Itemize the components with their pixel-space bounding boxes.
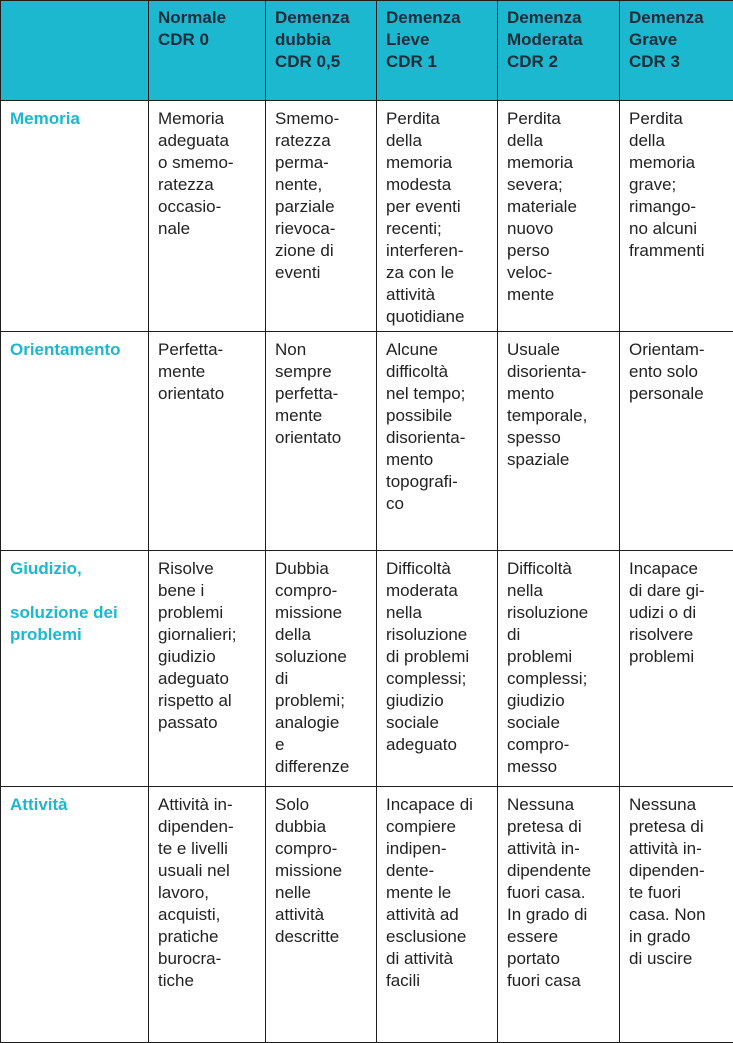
table-cell: Perfetta- mente orientato: [149, 332, 266, 551]
table-cell: Orientam- ento solo personale: [620, 332, 733, 551]
table-cell: Perdita della memoria grave; rimango- no alcuni frammenti: [620, 101, 733, 332]
row-label-orientamento: Orientamento: [1, 332, 149, 551]
table-row-orientamento: [1, 332, 733, 551]
header-corner-cell: [1, 1, 149, 101]
table-cell: Perdita della memoria modesta per eventi recenti; interferen- za con le attività quotidiane: [377, 101, 498, 332]
table-cell: Perdita della memoria severa; materiale nuovo perso veloc- mente: [498, 101, 620, 332]
row-label-memoria: Memoria: [1, 101, 149, 332]
table-cell: Difficoltà nella risoluzione di problemi complessi; giudizio sociale compro- messo: [498, 551, 620, 787]
table-cell: Solo dubbia compro- missione nelle attività descritte: [266, 787, 377, 1043]
column-header-cdr-1: Demenza Lieve CDR 1: [377, 1, 498, 101]
table-cell: Usuale disorienta- mento temporale, spesso spaziale: [498, 332, 620, 551]
table-row-attivita: [1, 787, 733, 1043]
table-body: [1, 101, 733, 1043]
header-row: [1, 1, 733, 101]
table-cell: Non sempre perfetta- mente orientato: [266, 332, 377, 551]
row-label-giudizio: Giudizio, soluzione dei problemi: [1, 551, 149, 787]
table-cell: Nessuna pretesa di attività in- dipendente fuori casa. In grado di essere portato fuori casa: [498, 787, 620, 1043]
table-cell: Alcune difficoltà nel tempo; possibile disorienta- mento topografi- co: [377, 332, 498, 551]
table-cell: Incapace di dare gi- udizi o di risolvere problemi: [620, 551, 733, 787]
column-header-cdr-0: Normale CDR 0: [149, 1, 266, 101]
column-header-cdr-3: Demenza Grave CDR 3: [620, 1, 733, 101]
table-cell: Difficoltà moderata nella risoluzione di problemi complessi; giudizio sociale adeguato: [377, 551, 498, 787]
table-cell: Smemo- ratezza perma- nente, parziale rievoca- zione di eventi: [266, 101, 377, 332]
column-header-cdr-2: Demenza Moderata CDR 2: [498, 1, 620, 101]
table-row-memoria: [1, 101, 733, 332]
row-label-attivita: Attività: [1, 787, 149, 1043]
table-cell: Incapace di compiere indipen- dente- mente le attività ad esclusione di attività facili: [377, 787, 498, 1043]
table-row-giudizio: [1, 551, 733, 787]
table-cell: Attività in- dipenden- te e livelli usuali nel lavoro, acquisti, pratiche burocra- tiche: [149, 787, 266, 1043]
table-cell: Memoria adeguata o smemo- ratezza occasio- nale: [149, 101, 266, 332]
column-header-cdr-0-5: Demenza dubbia CDR 0,5: [266, 1, 377, 101]
table-cell: Risolve bene i problemi giornalieri; giudizio adeguato rispetto al passato: [149, 551, 266, 787]
table-cell: Nessuna pretesa di attività in- dipenden- te fuori casa. Non in grado di uscire: [620, 787, 733, 1043]
table-header: [1, 1, 733, 101]
table-cell: Dubbia compro- missione della soluzione di problemi; analogie e differenze: [266, 551, 377, 787]
